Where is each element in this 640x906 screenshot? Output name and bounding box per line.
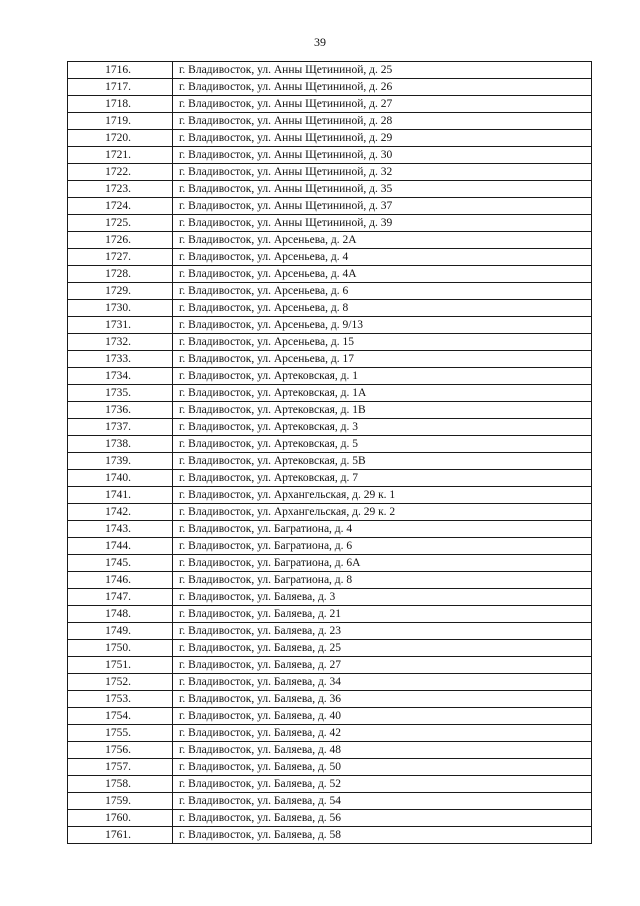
row-address: г. Владивосток, ул. Анны Щетининой, д. 37 <box>173 198 592 215</box>
row-number: 1725. <box>68 215 173 232</box>
row-number: 1739. <box>68 453 173 470</box>
row-number: 1750. <box>68 640 173 657</box>
table-row <box>68 742 592 759</box>
table-row <box>68 538 592 555</box>
row-address: г. Владивосток, ул. Баляева, д. 25 <box>173 640 592 657</box>
row-number: 1742. <box>68 504 173 521</box>
row-number: 1726. <box>68 232 173 249</box>
row-address: г. Владивосток, ул. Анны Щетининой, д. 30 <box>173 147 592 164</box>
row-address: г. Владивосток, ул. Артековская, д. 1А <box>173 385 592 402</box>
table-row <box>68 147 592 164</box>
table-row <box>68 657 592 674</box>
row-address: г. Владивосток, ул. Арсеньева, д. 4 <box>173 249 592 266</box>
table-row <box>68 555 592 572</box>
table-row <box>68 385 592 402</box>
row-number: 1719. <box>68 113 173 130</box>
table-row <box>68 521 592 538</box>
row-address: г. Владивосток, ул. Багратиона, д. 6А <box>173 555 592 572</box>
table-row <box>68 419 592 436</box>
row-number: 1752. <box>68 674 173 691</box>
row-number: 1728. <box>68 266 173 283</box>
row-number: 1731. <box>68 317 173 334</box>
row-address: г. Владивосток, ул. Арсеньева, д. 8 <box>173 300 592 317</box>
row-address: г. Владивосток, ул. Арсеньева, д. 6 <box>173 283 592 300</box>
row-address: г. Владивосток, ул. Баляева, д. 48 <box>173 742 592 759</box>
table-row <box>68 300 592 317</box>
row-number: 1747. <box>68 589 173 606</box>
row-address: г. Владивосток, ул. Анны Щетининой, д. 39 <box>173 215 592 232</box>
table-row <box>68 283 592 300</box>
row-number: 1743. <box>68 521 173 538</box>
table-row <box>68 436 592 453</box>
row-number: 1745. <box>68 555 173 572</box>
row-number: 1738. <box>68 436 173 453</box>
row-number: 1755. <box>68 725 173 742</box>
table-row <box>68 130 592 147</box>
row-address: г. Владивосток, ул. Багратиона, д. 4 <box>173 521 592 538</box>
row-address: г. Владивосток, ул. Артековская, д. 1В <box>173 402 592 419</box>
table-row <box>68 708 592 725</box>
row-number: 1727. <box>68 249 173 266</box>
row-number: 1760. <box>68 810 173 827</box>
row-address: г. Владивосток, ул. Баляева, д. 54 <box>173 793 592 810</box>
row-address: г. Владивосток, ул. Анны Щетининой, д. 28 <box>173 113 592 130</box>
row-address: г. Владивосток, ул. Баляева, д. 56 <box>173 810 592 827</box>
table-row <box>68 827 592 844</box>
table-row <box>68 164 592 181</box>
row-number: 1751. <box>68 657 173 674</box>
row-number: 1744. <box>68 538 173 555</box>
row-number: 1761. <box>68 827 173 844</box>
table-row <box>68 334 592 351</box>
row-address: г. Владивосток, ул. Артековская, д. 5 <box>173 436 592 453</box>
table-row <box>68 351 592 368</box>
row-address: г. Владивосток, ул. Баляева, д. 36 <box>173 691 592 708</box>
row-address: г. Владивосток, ул. Баляева, д. 52 <box>173 776 592 793</box>
table-row <box>68 725 592 742</box>
row-address: г. Владивосток, ул. Баляева, д. 23 <box>173 623 592 640</box>
row-address: г. Владивосток, ул. Баляева, д. 42 <box>173 725 592 742</box>
row-number: 1718. <box>68 96 173 113</box>
address-table-body <box>68 62 592 844</box>
row-address: г. Владивосток, ул. Арсеньева, д. 17 <box>173 351 592 368</box>
row-number: 1754. <box>68 708 173 725</box>
row-address: г. Владивосток, ул. Артековская, д. 5В <box>173 453 592 470</box>
row-address: г. Владивосток, ул. Анны Щетининой, д. 25 <box>173 62 592 79</box>
row-number: 1737. <box>68 419 173 436</box>
row-number: 1741. <box>68 487 173 504</box>
table-row <box>68 198 592 215</box>
table-row <box>68 793 592 810</box>
table-row <box>68 249 592 266</box>
row-number: 1733. <box>68 351 173 368</box>
row-address: г. Владивосток, ул. Анны Щетининой, д. 27 <box>173 96 592 113</box>
row-number: 1758. <box>68 776 173 793</box>
row-number: 1740. <box>68 470 173 487</box>
table-row <box>68 317 592 334</box>
row-address: г. Владивосток, ул. Анны Щетининой, д. 26 <box>173 79 592 96</box>
row-address: г. Владивосток, ул. Анны Щетининой, д. 35 <box>173 181 592 198</box>
row-address: г. Владивосток, ул. Архангельская, д. 29 к. 2 <box>173 504 592 521</box>
row-number: 1723. <box>68 181 173 198</box>
row-address: г. Владивосток, ул. Баляева, д. 21 <box>173 606 592 623</box>
table-row <box>68 674 592 691</box>
row-address: г. Владивосток, ул. Арсеньева, д. 15 <box>173 334 592 351</box>
row-address: г. Владивосток, ул. Баляева, д. 50 <box>173 759 592 776</box>
row-number: 1732. <box>68 334 173 351</box>
row-number: 1736. <box>68 402 173 419</box>
table-row <box>68 368 592 385</box>
row-address: г. Владивосток, ул. Арсеньева, д. 4А <box>173 266 592 283</box>
row-number: 1749. <box>68 623 173 640</box>
row-number: 1716. <box>68 62 173 79</box>
table-row <box>68 113 592 130</box>
table-row <box>68 96 592 113</box>
row-address: г. Владивосток, ул. Архангельская, д. 29 к. 1 <box>173 487 592 504</box>
row-address: г. Владивосток, ул. Анны Щетининой, д. 29 <box>173 130 592 147</box>
row-address: г. Владивосток, ул. Баляева, д. 3 <box>173 589 592 606</box>
row-number: 1722. <box>68 164 173 181</box>
row-number: 1721. <box>68 147 173 164</box>
row-address: г. Владивосток, ул. Артековская, д. 1 <box>173 368 592 385</box>
row-address: г. Владивосток, ул. Арсеньева, д. 9/13 <box>173 317 592 334</box>
row-number: 1753. <box>68 691 173 708</box>
table-row <box>68 181 592 198</box>
table-row <box>68 589 592 606</box>
row-number: 1729. <box>68 283 173 300</box>
row-number: 1746. <box>68 572 173 589</box>
table-row <box>68 691 592 708</box>
row-number: 1724. <box>68 198 173 215</box>
table-row <box>68 215 592 232</box>
row-address: г. Владивосток, ул. Багратиона, д. 6 <box>173 538 592 555</box>
row-number: 1757. <box>68 759 173 776</box>
table-row <box>68 572 592 589</box>
table-row <box>68 776 592 793</box>
table-row <box>68 640 592 657</box>
row-address: г. Владивосток, ул. Багратиона, д. 8 <box>173 572 592 589</box>
table-row <box>68 62 592 79</box>
table-row <box>68 759 592 776</box>
table-row <box>68 470 592 487</box>
page-number: 39 <box>314 35 326 49</box>
table-row <box>68 487 592 504</box>
table-row <box>68 453 592 470</box>
row-address: г. Владивосток, ул. Баляева, д. 58 <box>173 827 592 844</box>
row-number: 1730. <box>68 300 173 317</box>
table-row <box>68 266 592 283</box>
address-table <box>67 61 592 844</box>
row-number: 1735. <box>68 385 173 402</box>
row-number: 1720. <box>68 130 173 147</box>
row-address: г. Владивосток, ул. Баляева, д. 27 <box>173 657 592 674</box>
table-row <box>68 504 592 521</box>
row-address: г. Владивосток, ул. Баляева, д. 40 <box>173 708 592 725</box>
row-address: г. Владивосток, ул. Артековская, д. 3 <box>173 419 592 436</box>
row-address: г. Владивосток, ул. Анны Щетининой, д. 32 <box>173 164 592 181</box>
table-row <box>68 79 592 96</box>
row-number: 1748. <box>68 606 173 623</box>
row-number: 1756. <box>68 742 173 759</box>
row-number: 1717. <box>68 79 173 96</box>
row-number: 1759. <box>68 793 173 810</box>
row-address: г. Владивосток, ул. Баляева, д. 34 <box>173 674 592 691</box>
table-row <box>68 623 592 640</box>
row-number: 1734. <box>68 368 173 385</box>
table-row <box>68 402 592 419</box>
table-row <box>68 606 592 623</box>
row-address: г. Владивосток, ул. Артековская, д. 7 <box>173 470 592 487</box>
table-row <box>68 232 592 249</box>
table-row <box>68 810 592 827</box>
row-address: г. Владивосток, ул. Арсеньева, д. 2А <box>173 232 592 249</box>
